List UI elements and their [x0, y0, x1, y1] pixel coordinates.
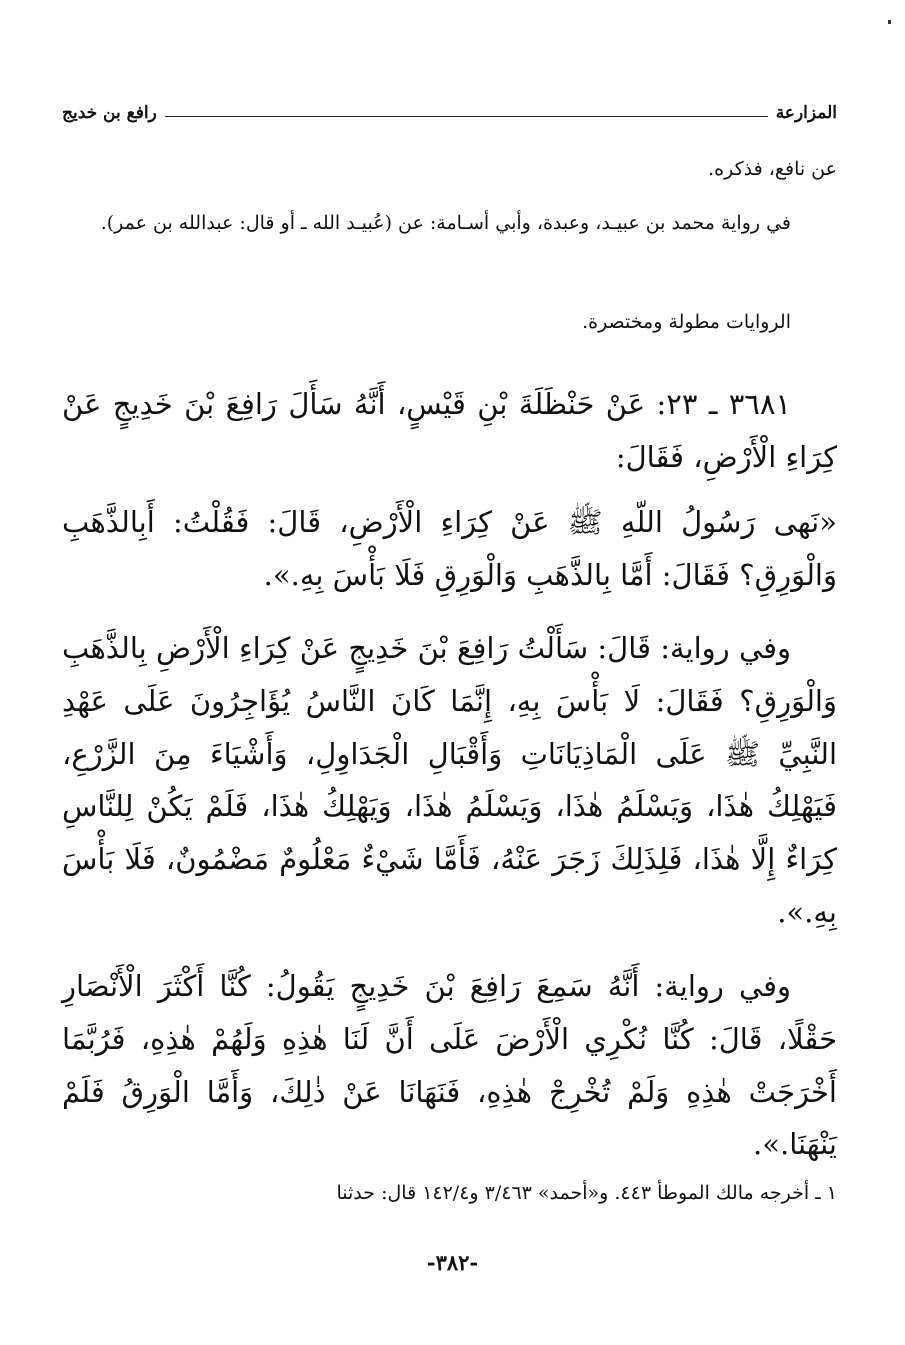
paragraph-source-end: عن نافع، فذكره.: [708, 158, 837, 180]
hadith-heading-text: ٣٦٨١ ـ ٢٣: عَنْ حَنْظَلَةَ بْنِ قَيْسٍ، أَنَّهُ سَأَلَ رَافِعَ بْنَ خَدِيجٍ عَنْ كِرَاءِ الْأَرْضِ، فَقَالَ:: [62, 387, 837, 474]
paragraph-variant-narration: [62, 208, 837, 238]
running-header: [62, 98, 837, 128]
hadith-variant-two: [62, 960, 837, 1171]
paragraph-variant-narration-text: في رواية محمد بن عبيـد، وعبدة، وأبي أسـامة: عن (عُبيـد الله ـ أو قال: عبدالله بن عمر).: [100, 212, 791, 234]
header-narrator-title: رافع بن خديج: [62, 103, 157, 123]
hadith-text: «نَهى رَسُولُ اللّهِ ﷺ عَنْ كِرَاءِ الْأَرْضِ، قَالَ: فَقُلْتُ: أَبِالذَّهَبِ وَالْوَرِقِ؟ فَقَالَ: أَمَّا بِالذَّهَبِ وَالْوَرِقِ فَلَا بَأْسَ بِهِ.».: [62, 505, 837, 592]
paragraph-narrations-note-text: الروايات مطولة ومختصرة.: [582, 311, 791, 333]
header-chapter-title: المزارعة: [775, 103, 837, 123]
paragraph-narrations-note: [62, 307, 837, 337]
scan-edge-mark: [888, 20, 891, 24]
hadith-variant-one-text: وفي رواية: قَالَ: سَأَلْتُ رَافِعَ بْنَ خَدِيجٍ عَنْ كِرَاءِ الْأَرْضِ بِالذَّهَبِ وَالْوَرِقِ؟ فَقَالَ: لَا بَأْسَ بِهِ، إِنَّمَا كَانَ النَّاسُ يُؤَاجِرُونَ عَلَى عَهْدِ النَّبِيِّ ﷺ عَلَى الْمَاذِيَانَاتِ وَأَقْبَالِ الْجَدَاوِلِ، وَأَشْيَاءَ مِنَ الزَّرْعِ، فَيَهْلِكُ هٰذَا، وَيَسْلَمُ هٰذَا، وَيَسْلَمُ هٰذَا، وَيَهْلِكُ هٰذَا، فَلَمْ يَكُنْ لِلنَّاسِ كِرَاءٌ إِلَّا هٰذَا، فَلِذَلِكَ زَجَرَ عَنْهُ، فَأَمَّا شَيْءٌ مَعْلُومٌ مَضْمُونٌ، فَلَا بَأْسَ بِهِ.».: [62, 631, 837, 929]
hadith-variant-one: [62, 622, 837, 939]
footnote: ١ ـ أخرجه مالك الموطأ ٤٤٣. و«أحمد» ٣/٤٦٣ و١٤٢/٤ قال: حدثنا: [336, 1182, 837, 1204]
page-number: -٣٨٢-: [426, 1250, 479, 1275]
hadith-heading: [62, 378, 837, 484]
header-rule: [165, 116, 768, 117]
hadith-variant-two-text: وفي رواية: أَنَّهُ سَمِعَ رَافِعَ بْنَ خَدِيجٍ يَقُولُ: كُنَّا أَكْثَرَ الْأَنْصَارِ حَقْلًا، قَالَ: كُنَّا نُكْرِي الْأَرْضَ عَلَى أَنَّ لَنَا هٰذِهِ وَلَهُمْ هٰذِهِ، فَرُبَّمَا أَخْرَجَتْ هٰذِهِ وَلَمْ تُخْرِجْ هٰذِهِ، فَنَهَانَا عَنْ ذٰلِكَ، وَأَمَّا الْوَرِقُ فَلَمْ يَنْهَنَا.».: [62, 969, 837, 1162]
